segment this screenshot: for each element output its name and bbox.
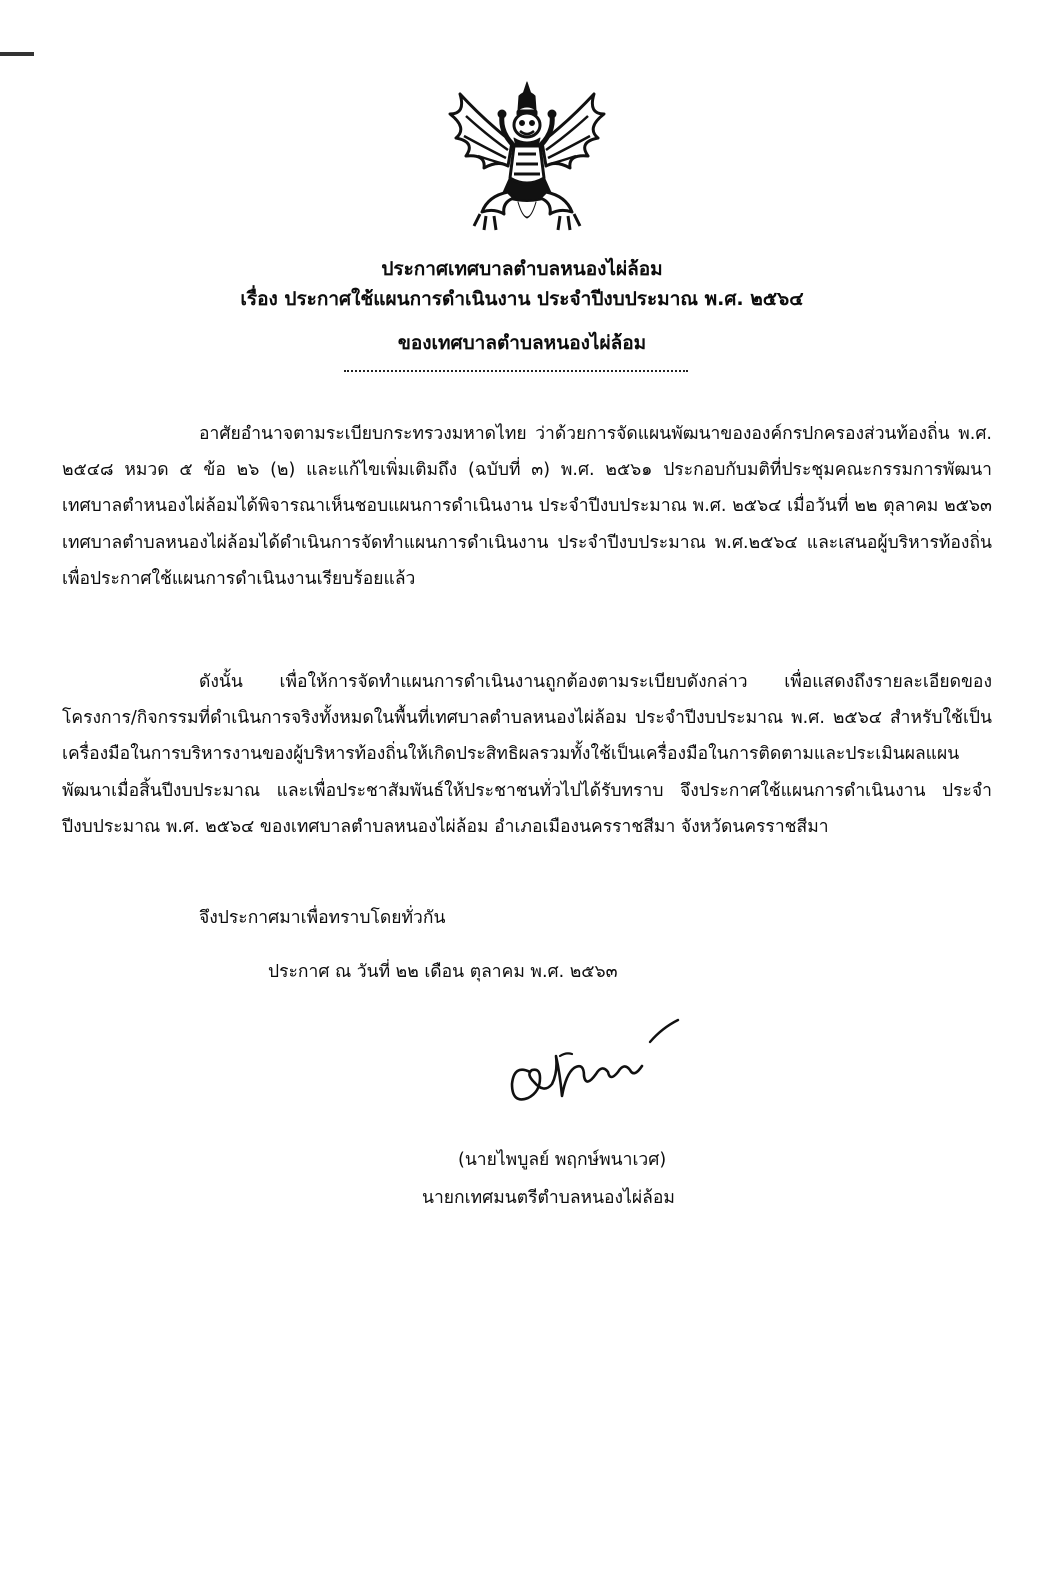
closing-statement: จึงประกาศมาเพื่อทราบโดยทั่วกัน: [199, 908, 446, 928]
body-paragraph-2: ดังนั้น เพื่อให้การจัดทำแผนการดำเนินงานถูกต้องตามระเบียบดังกล่าว เพื่อแสดงถึงรายละเอียดของโครงการ/กิจกรรมที่ดำเนินการจริงทั้งหมดในพื้นที่เทศบาลตำบลหนองไผ่ล้อม ประจำปีงบประมาณ พ.ศ. ๒๕๖๔ สำหรับใช้เป็นเครื่องมือในการบริหารงานของผู้บริหารท้องถิ่นให้เกิดประสิทธิผลรวมทั้งใช้เป็นเครื่องมือในการติดตามและประเมินผลแผนพัฒนาเมื่อสิ้นปีงบประมาณ และเพื่อประชาสัมพันธ์ให้ประชาชนทั่วไปได้รับทราบ จึงประกาศใช้แผนการดำเนินงาน ประจำปีงบประมาณ พ.ศ. ๒๕๖๔ ของเทศบาลตำบลหนองไผ่ล้อม อำเภอเมืองนครราชสีมา จังหวัดนครราชสีมา: [62, 672, 992, 837]
announcement-issuer: ของเทศบาลตำบลหนองไผ่ล้อม: [397, 332, 647, 354]
announcement-organization-title: ประกาศเทศบาลตำบลหนองไผ่ล้อม: [381, 258, 663, 280]
signatory-name: (นายไพบูลย์ พฤกษ์พนาเวศ): [458, 1150, 667, 1170]
garuda-emblem-icon: [444, 80, 610, 238]
signatory-position: นายกเทศมนตรีตำบลหนองไผ่ล้อม: [422, 1188, 675, 1208]
body-paragraph-1: อาศัยอำนาจตามระเบียบกระทรวงมหาดไทย ว่าด้วยการจัดแผนพัฒนาขององค์กรปกครองส่วนท้องถิ่น พ.ศ. ๒๕๔๘ หมวด ๕ ข้อ ๒๖ (๒) และแก้ไขเพิ่มเติมถึง (ฉบับที่ ๓) พ.ศ. ๒๕๖๑ ประกอบกับมติที่ประชุมคณะกรรมการพัฒนาเทศบาลตำหนองไผ่ล้อมได้พิจารณาเห็นชอบแผนการดำเนินงาน ประจำปีงบประมาณ พ.ศ. ๒๕๖๔ เมื่อวันที่ ๒๒ ตุลาคม ๒๕๖๓ เทศบาลตำบลหนองไผ่ล้อมได้ดำเนินการจัดทำแผนการดำเนินงาน ประจำปีงบประมาณ พ.ศ.๒๕๖๔ และเสนอผู้บริหารท้องถิ่นเพื่อประกาศใช้แผนการดำเนินงานเรียบร้อยแล้ว: [62, 424, 992, 589]
scan-edge-mark: [0, 52, 34, 56]
handwritten-signature-icon: [500, 1012, 690, 1112]
dotted-separator: [344, 370, 688, 372]
announcement-date: ประกาศ ณ วันที่ ๒๒ เดือน ตุลาคม พ.ศ. ๒๕๖๓: [268, 962, 618, 982]
announcement-subject: เรื่อง ประกาศใช้แผนการดำเนินงาน ประจำปีงบประมาณ พ.ศ. ๒๕๖๔: [240, 288, 804, 310]
